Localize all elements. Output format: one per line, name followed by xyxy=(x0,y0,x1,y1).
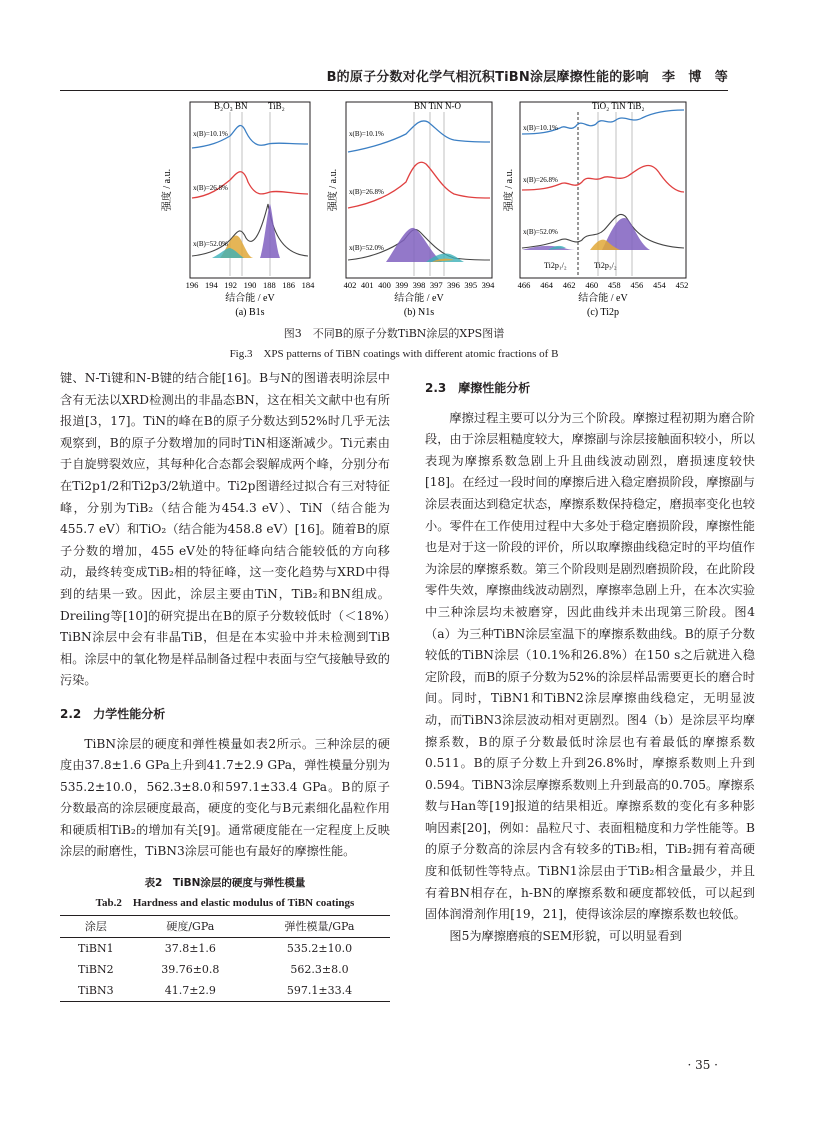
left-column xyxy=(60,368,390,1002)
table-title-zh: 表2 TiBN涂层的硬度与弹性模量 xyxy=(144,877,306,890)
panel-b-sample-3: x(B)=52.0% xyxy=(349,244,384,252)
tick-label: 452 xyxy=(675,280,689,290)
panel-b-sample-2: x(B)=26.8% xyxy=(349,188,384,196)
panel-a-sample-2: x(B)=26.8% xyxy=(193,184,228,192)
table-cell: TiBN2 xyxy=(78,962,114,976)
tick-label: 192 xyxy=(224,280,238,290)
panel-c-sample-3: x(B)=52.0% xyxy=(523,228,558,236)
right-paragraph-1: 摩擦过程主要可以分为三个阶段。摩擦过程初期为磨合阶段，由于涂层粗糙度较大，摩擦副与涂层接触面积较小，所以表现为摩擦系数急剧上升且曲线波动剧烈，磨损速度较快[18]。在经过一段时间的摩擦后进入稳定磨损阶段，摩擦副与涂层表面达到稳定状态，摩擦系数保持稳定，磨损率变化也较小。零件在工作使用过程中大多处于稳定磨损阶段，摩擦性能也是对于这一阶段的评价，所以取摩擦曲线稳定时的平均值作为涂层的摩擦系数。第三个阶段则是剧烈磨损阶段，在此阶段零件失效，摩擦曲线波动剧烈，摩擦率急剧上升，在本次实验中三种涂层均未被磨穿，因此曲线并未出现第三阶段。图4（a）为三种TiBN涂层室温下的摩擦系数曲线。B的原子分数较低的TiBN涂层（10.1%和26.8%）在150 s之后就进入稳定阶段，而B的原子分数为52%的涂层样品需要更长的磨合时间。同时，TiBN1和TiBN2涂层摩擦曲线稳定，无明显波动，而TiBN3涂层波动相对更剧烈。图4（b）是涂层平均摩擦系数，B的原子分数最低时涂层也有着最低的摩擦系数0.511。B的原子分数上升到26.8%时，摩擦系数则上升到0.594。TiBN3涂层摩擦系数则上升到最高的0.705。摩擦系数与Han等[19]报道的结果相近。摩擦系数的变化有多种影响因素[20]，例如：晶粒尺寸、表面粗糙度和力学性能等。B的原子分数高的涂层内含有较多的TiB₂相，TiB₂拥有着高硬度和低韧性等特点。TiBN1涂层由于TiB₂相含量最少，并且有着BN相存在，h-BN的摩擦系数和硬度都较低，可以起到固体润滑剂作用[19，21]，使得该涂层的摩擦系数也较低。 xyxy=(425,410,755,922)
table-title-en: Tab.2 Hardness and elastic modulus of TiBN coatings xyxy=(95,896,355,909)
page-number: · 35 · xyxy=(687,1058,718,1072)
table-row xyxy=(60,937,390,959)
xps-figure xyxy=(150,98,690,320)
table-row xyxy=(60,959,390,980)
tick-label: 462 xyxy=(562,280,576,290)
header-rule xyxy=(60,90,728,91)
table-header-hardness: 硬度/GPa xyxy=(166,919,215,933)
right-paragraph-2: 图5为摩擦磨痕的SEM形貌，可以明显看到 xyxy=(449,928,682,943)
panel-c-sample-1: x(B)=10.1% xyxy=(523,124,558,132)
table-cell: 37.8±1.6 xyxy=(164,941,216,955)
table-cell: 41.7±2.9 xyxy=(164,983,216,997)
panel-b-peaks: BN TiN N-O xyxy=(414,101,462,111)
tick-label: 395 xyxy=(464,280,478,290)
right-column xyxy=(425,368,755,947)
panel-a-caption: (a) B1s xyxy=(235,307,265,318)
tick-label: 194 xyxy=(204,280,218,290)
tick-label: 464 xyxy=(540,280,553,290)
panel-c-ticks xyxy=(518,280,689,290)
tick-label: 456 xyxy=(630,280,644,290)
tick-label: 394 xyxy=(481,280,495,290)
tick-label: 401 xyxy=(360,280,374,290)
panel-a-xlabel: 结合能 / eV xyxy=(225,293,275,304)
panel-a-ticks xyxy=(186,280,316,290)
tick-label: 460 xyxy=(585,280,599,290)
tick-label: 396 xyxy=(447,280,460,290)
table-cell: 562.3±8.0 xyxy=(290,962,349,976)
panel-c-sample-2: x(B)=26.8% xyxy=(523,176,558,184)
panel-b-sample-1: x(B)=10.1% xyxy=(349,130,384,138)
panel-a-sample-1: x(B)=10.1% xyxy=(193,130,228,138)
panel-b-xlabel: 结合能 / eV xyxy=(394,293,444,304)
tick-label: 402 xyxy=(343,280,357,290)
tick-label: 454 xyxy=(653,280,666,290)
table-cell: TiBN3 xyxy=(78,983,114,997)
tick-label: 186 xyxy=(282,280,296,290)
panel-a-sample-3: x(B)=52.0% xyxy=(193,240,228,248)
panel-c-orbital-1: Ti2p₁/₂ xyxy=(544,261,567,270)
panel-c-peaks: TiO₂ TiN TiB₂ xyxy=(592,101,645,111)
panel-a-peak-2: TiB₂ xyxy=(268,101,285,111)
figure-caption-zh: 图3 不同B的原子分数TiBN涂层的XPS图谱 xyxy=(283,327,505,340)
tick-label: 400 xyxy=(378,280,391,290)
panel-c-ylabel: 强度 / a.u. xyxy=(504,168,515,212)
left-paragraph-1: 键、N-Ti键和N-B键的结合能[16]。B与N的图谱表明涂层中含有无法以XRD检测出的非晶态BN，这在相关文献中也有所报道[3，17]。TiN的峰在B的原子分数达到52%时几乎无法观察到，B的原子分数增加的同时TiN相逐渐减少。Ti元素由于自旋劈裂效应，其每种化合态都会裂解成两个峰，分别分布在Ti2p1/2和Ti2p3/2轨道中。Ti2p图谱经过拟合有三对特征峰，分别为TiB₂（结合能为454.3 eV）、TiN（结合能为455.7 eV）和TiO₂（结合能为458.8 eV）[16]。随着B的原子分数的增加，455 eV处的特征峰向结合能较低的方向移动，最终转变成TiB₂相的特征峰，这一变化趋势与XRD中得到的结果一致。因此，涂层主要由TiN，TiB₂和BN组成。Dreiling等[10]的研究提出在B的原子分数较低时（＜18%）TiBN涂层中会有非晶TiB，但是在本实验中并未检测到TiB相。涂层中的氧化物是样品制备过程中表面与空气接触导致的污染。 xyxy=(60,371,390,688)
panel-c-xlabel: 结合能 / eV xyxy=(578,293,628,304)
tick-label: 399 xyxy=(395,280,409,290)
panel-a-ylabel: 强度 / a.u. xyxy=(162,168,173,212)
table-header-modulus: 弹性模量/GPa xyxy=(284,919,355,933)
panel-b-ylabel: 强度 / a.u. xyxy=(328,168,339,212)
left-paragraph-2: TiBN涂层的硬度和弹性模量如表2所示。三种涂层的硬度由37.8±1.6 GPa上升到41.7±2.9 GPa，弹性模量分别为535.2±10.0，562.3±8.0和597.1±33.4 GPa。B的原子分数最高的涂层硬度最高，硬度的变化与B元素细化晶粒作用和硬质相TiB₂的增加有关[9]。通常硬度能在一定程度上反映涂层的耐磨性，TiBN3涂层可能也有最好的摩擦性能。 xyxy=(60,736,390,859)
tick-label: 188 xyxy=(262,280,276,290)
panel-b-caption: (b) N1s xyxy=(403,307,435,318)
panel-b-ticks xyxy=(344,280,496,290)
table-header-coating: 涂层 xyxy=(84,919,107,933)
hardness-table xyxy=(60,915,390,1002)
tick-label: 458 xyxy=(607,280,621,290)
tick-label: 184 xyxy=(301,280,315,290)
panel-c-orbital-2: Ti2p₃/₂ xyxy=(594,261,617,270)
table-row xyxy=(60,980,390,1002)
table-cell: 597.1±33.4 xyxy=(286,983,353,997)
section-2-2-heading: 2.2 力学性能分析 xyxy=(60,706,166,721)
section-2-3-heading: 2.3 摩擦性能分析 xyxy=(425,381,531,395)
panel-c-caption: (c) Ti2p xyxy=(587,307,619,318)
tick-label: 196 xyxy=(185,280,199,290)
panel-a-peak-1: B₂O₃ BN xyxy=(214,101,248,111)
figure-caption-en: Fig.3 XPS patterns of TiBN coatings with different atomic fractions of B xyxy=(229,348,559,360)
tick-label: 397 xyxy=(429,280,443,290)
tick-label: 466 xyxy=(517,280,531,290)
table-cell: 39.76±0.8 xyxy=(161,962,220,976)
tick-label: 398 xyxy=(412,280,426,290)
tick-label: 190 xyxy=(243,280,257,290)
table-cell: 535.2±10.0 xyxy=(286,941,353,955)
table-cell: TiBN1 xyxy=(78,941,114,955)
running-header: B的原子分数对化学气相沉积TiBN涂层摩擦性能的影响 李 博 等 xyxy=(326,70,728,85)
